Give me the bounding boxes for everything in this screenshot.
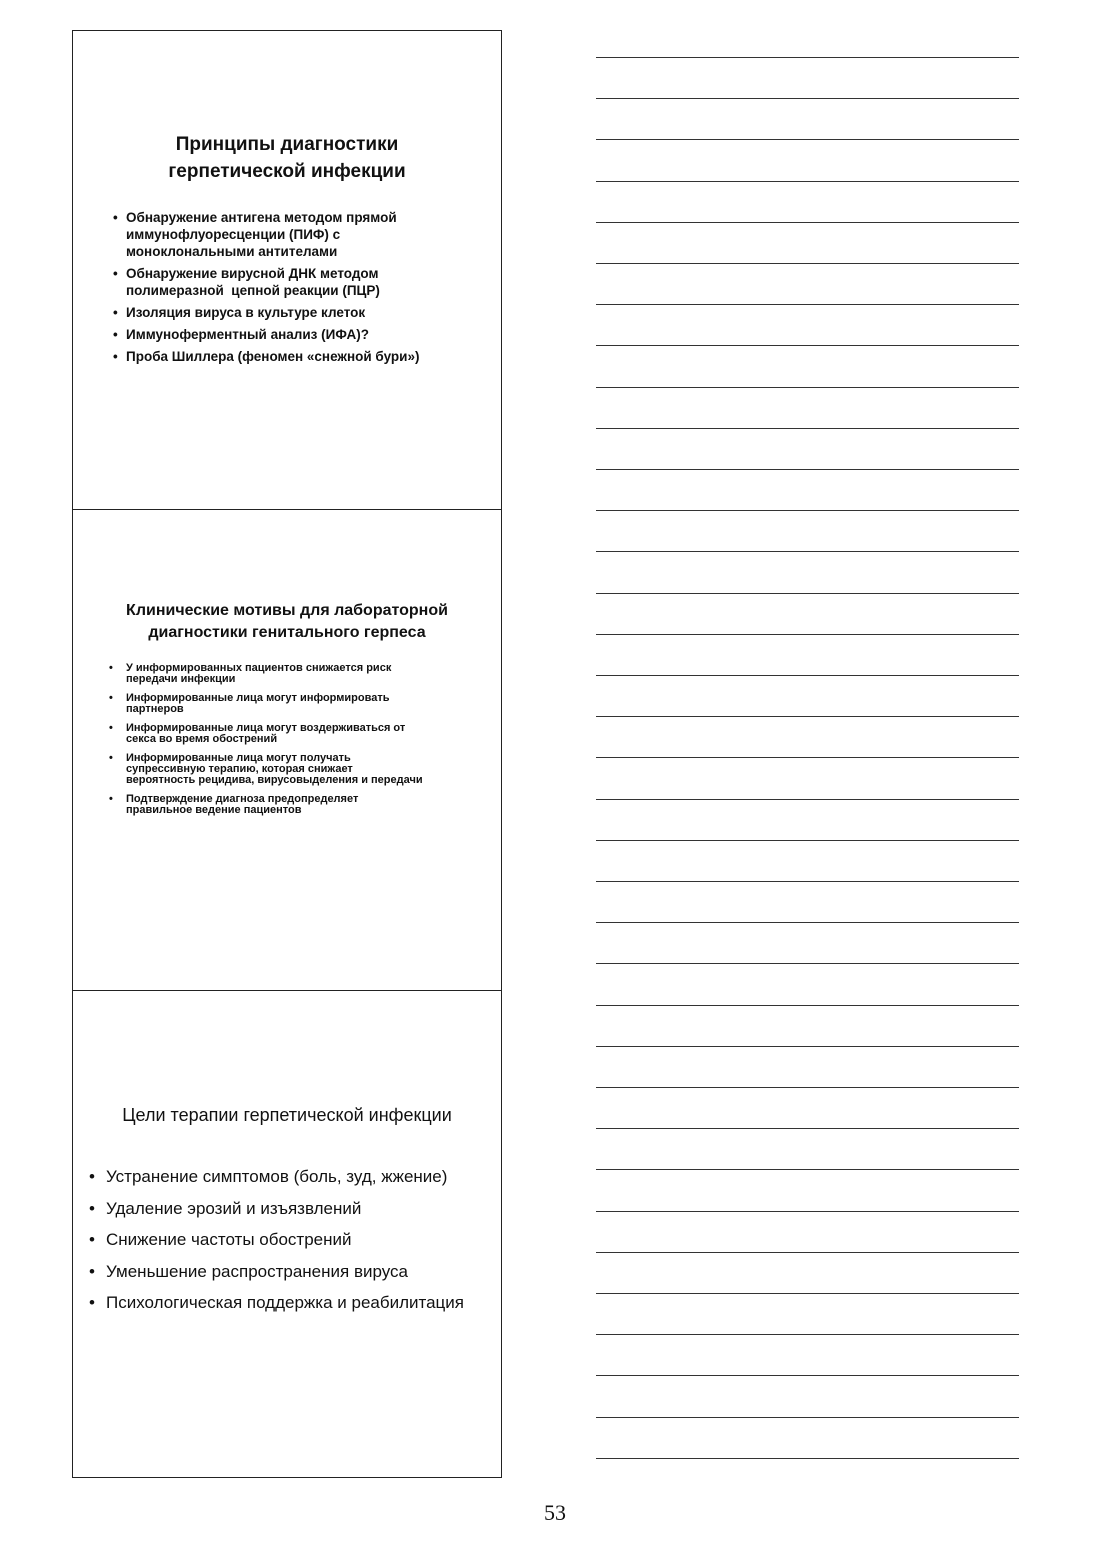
list-item [89,1198,491,1220]
list-item [113,304,471,321]
bullet-text: Психологическая поддержка и реабилитация [106,1293,464,1312]
note-line [596,263,1019,264]
bullet-icon: • [109,722,113,734]
bullet-icon: • [113,327,118,342]
list-item [109,693,477,715]
note-line [596,222,1019,223]
bullet-text: моноклональными антителами [126,244,338,259]
bullet-icon: • [113,210,118,225]
bullet-text: партнеров [126,703,184,715]
bullet-text: секса во время обострений [126,733,278,745]
slide-title-line: Цели терапии герпетической инфекции [122,1105,452,1125]
note-line [596,1417,1019,1418]
slide-title-line: диагностики генитального герпеса [148,624,426,641]
note-lines [596,0,1021,1480]
bullet-text: Изоляция вируса в культуре клеток [126,305,366,320]
bullet-text: Обнаружение антигена методом прямой [126,210,397,225]
bullet-text: Иммуноферментный анализ (ИФА)? [126,327,369,342]
slide-title [73,1103,501,1127]
note-line [596,345,1019,346]
bullet-icon: • [89,1198,95,1218]
bullet-text: супрессивную терапию, которая снижает [126,763,353,775]
note-line [596,716,1019,717]
bullet-icon: • [109,692,113,704]
note-line [596,57,1019,58]
note-line [596,757,1019,758]
bullet-list [113,209,471,370]
note-line [596,304,1019,305]
bullet-text: иммунофлуоресценции (ПИФ) с [126,227,341,242]
note-line [596,1128,1019,1129]
list-item [113,326,471,343]
bullet-icon: • [89,1230,95,1249]
slide-title [73,131,501,185]
bullet-text: передачи инфекции [126,673,236,685]
bullet-icon: • [113,305,118,320]
list-item [89,1229,491,1251]
bullet-text: Обнаружение вирусной ДНК методом [126,266,379,281]
bullet-text: Уменьшение распространения вируса [106,1261,409,1281]
note-line [596,1046,1019,1047]
note-line [596,1458,1019,1459]
note-line [596,1169,1019,1170]
note-line [596,1334,1019,1335]
note-line [596,181,1019,182]
slide-title [73,600,501,644]
note-line [596,1211,1019,1212]
slide-2 [72,509,502,992]
list-item [89,1292,491,1314]
bullet-text: правильное ведение пациентов [126,804,302,816]
note-line [596,1087,1019,1088]
list-item [89,1261,491,1283]
note-line [596,469,1019,470]
bullet-icon: • [109,752,113,764]
list-item [113,209,471,260]
slide-1 [72,30,502,511]
bullet-text: вероятность рецидива, вирусовыделения и передачи [126,774,423,786]
note-line [596,634,1019,635]
bullet-text: Устранение симптомов (боль, зуд, жжение) [106,1167,448,1186]
note-line [596,510,1019,511]
note-line [596,1375,1019,1376]
bullet-list [89,1166,491,1324]
bullet-list [109,663,477,824]
list-item [113,348,471,365]
slide-title-line: герпетической инфекции [168,161,406,182]
note-line [596,551,1019,552]
note-line [596,1005,1019,1006]
list-item [113,265,471,299]
note-line [596,922,1019,923]
note-line [596,98,1019,99]
note-line [596,139,1019,140]
note-line [596,387,1019,388]
note-line [596,881,1019,882]
note-line [596,593,1019,594]
bullet-text: Удаление эрозий и изъязвлений [106,1198,362,1218]
bullet-text: Информированные лица могут получать [126,752,351,764]
slide-3 [72,990,502,1478]
bullet-text: Проба Шиллера (феномен «снежной бури») [126,349,420,364]
bullet-icon: • [113,349,118,364]
slide-title-line: Клинические мотивы для лабораторной [126,602,448,619]
bullet-text: Снижение частоты обострений [106,1230,352,1249]
bullet-icon: • [89,1261,95,1281]
note-line [596,675,1019,676]
bullet-text: Подтверждение диагноза предопределяет [126,793,359,805]
note-line [596,799,1019,800]
list-item [109,753,477,786]
slide-title-line: Принципы диагностики [175,134,399,155]
bullet-text: полимеразной цепной реакции (ПЦР) [126,283,380,298]
note-line [596,1293,1019,1294]
slides-column [72,30,504,1478]
note-line [596,963,1019,964]
bullet-text: У информированных пациентов снижается риск [126,662,392,674]
note-line [596,840,1019,841]
bullet-icon: • [89,1167,95,1186]
bullet-icon: • [109,793,113,805]
list-item [89,1166,491,1188]
note-line [596,1252,1019,1253]
list-item [109,723,477,745]
bullet-icon: • [109,662,113,674]
note-line [596,428,1019,429]
bullet-text: Информированные лица могут информировать [126,692,390,704]
list-item [109,663,477,685]
bullet-text: Информированные лица могут воздерживаться от [126,722,406,734]
bullet-icon: • [113,266,118,281]
list-item [109,794,477,816]
bullet-icon: • [89,1293,95,1312]
page-number: 53 [544,1500,566,1525]
